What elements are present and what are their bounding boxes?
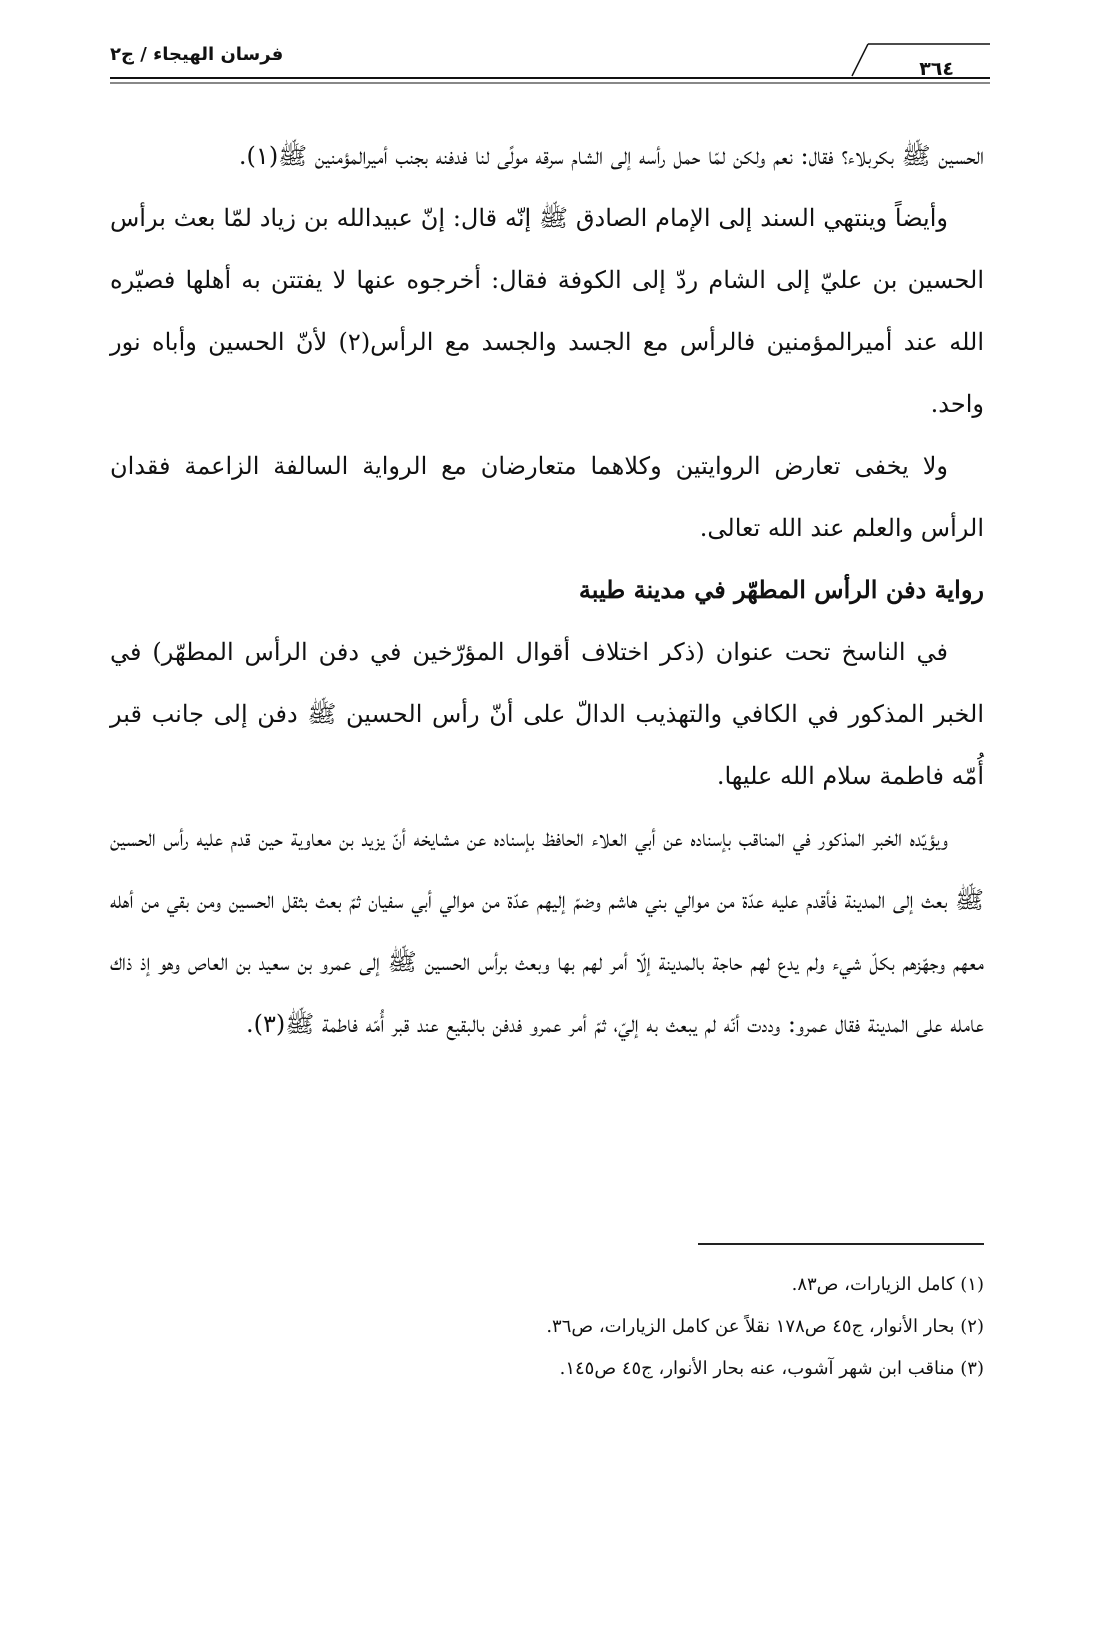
body-text <box>110 125 984 1055</box>
page-number: ٣٦٤ <box>919 58 954 80</box>
footnote-divider <box>698 1243 984 1245</box>
section-heading: رواية دفن الرأس المطهّر في مدينة طيبة <box>578 575 984 604</box>
running-title: فرسان الهيجاء / ج٢ <box>110 44 284 65</box>
footnotes <box>110 1264 984 1390</box>
paragraph-3: ولا يخفى تعارض الروايتين وكلاهما متعارضان مع الرواية السالفة الزاعمة فقدان الرأس والعلم عند الله تعالى. <box>110 452 984 542</box>
footnote-2: (٢) بحار الأنوار، ج٤٥ ص١٧٨ نقلاً عن كامل الزيارات، ص٣٦. <box>546 1316 984 1337</box>
paragraph-4: في الناسخ تحت عنوان (ذكر اختلاف أقوال المؤرّخين في دفن الرأس المطهّر) في الخبر المذكور في الكافي والتهذيب الدالّ على أنّ رأس الحسين ﷺ دفن إلى جانب قبر أُمّه فاطمة سلام الله عليها. <box>110 638 984 790</box>
paragraph-1: الحسين ﷺ بكربلاء؟ فقال: نعم ولكن لمّا حمل رأسه إلى الشام سرقه مولًى لنا فدفنه بجنب أميرالمؤمنين ﷺ(١). <box>238 142 984 170</box>
footnote-1: (١) كامل الزيارات، ص٨٣. <box>791 1274 984 1295</box>
paragraph-2: وأيضاً وينتهي السند إلى الإمام الصادق ﷺ إنّه قال: إنّ عبيدالله بن زياد لمّا بعث برأس الحسين بن عليّ إلى الشام ردّ إلى الكوفة فقال: أخرجوه عنها لا يفتتن به أهلها فصيّره الله عند أميرالمؤمنين فالرأس مع الجسد والجسد مع الرأس(٢) لأنّ الحسين وأباه نور واحد. <box>110 204 984 418</box>
footnote-3: (٣) مناقب ابن شهر آشوب، عنه بحار الأنوار، ج٤٥ ص١٤٥. <box>559 1358 984 1379</box>
paragraph-5: ويؤيّده الخبر المذكور في المناقب بإسناده عن أبي العلاء الحافظ بإسناده عن مشايخه أنّ يزيد بن معاوية حين قدم عليه رأس الحسين ﷺ بعث إلى المدينة فأقدم عليه عدّة من موالي بني هاشم وضمّ إليهم عدّة من موالي أبي سفيان ثمّ بعث بثقل الحسين ومن بقي من أهله معهم وجهّزهم بكلّ شيء ولم يدع لهم حاجة بالمدينة إلّا أمر لهم بها وبعث برأس الحسين ﷺ إلى عمرو بن سعيد بن العاص وهو إذ ذاك عامله على المدينة فقال عمرو: وددت أنّه لم يبعث به إليّ، ثمّ أمر عمرو فدفن بالبقيع عند قبر أُمّه فاطمة ﷺ(٣). <box>110 824 984 1038</box>
